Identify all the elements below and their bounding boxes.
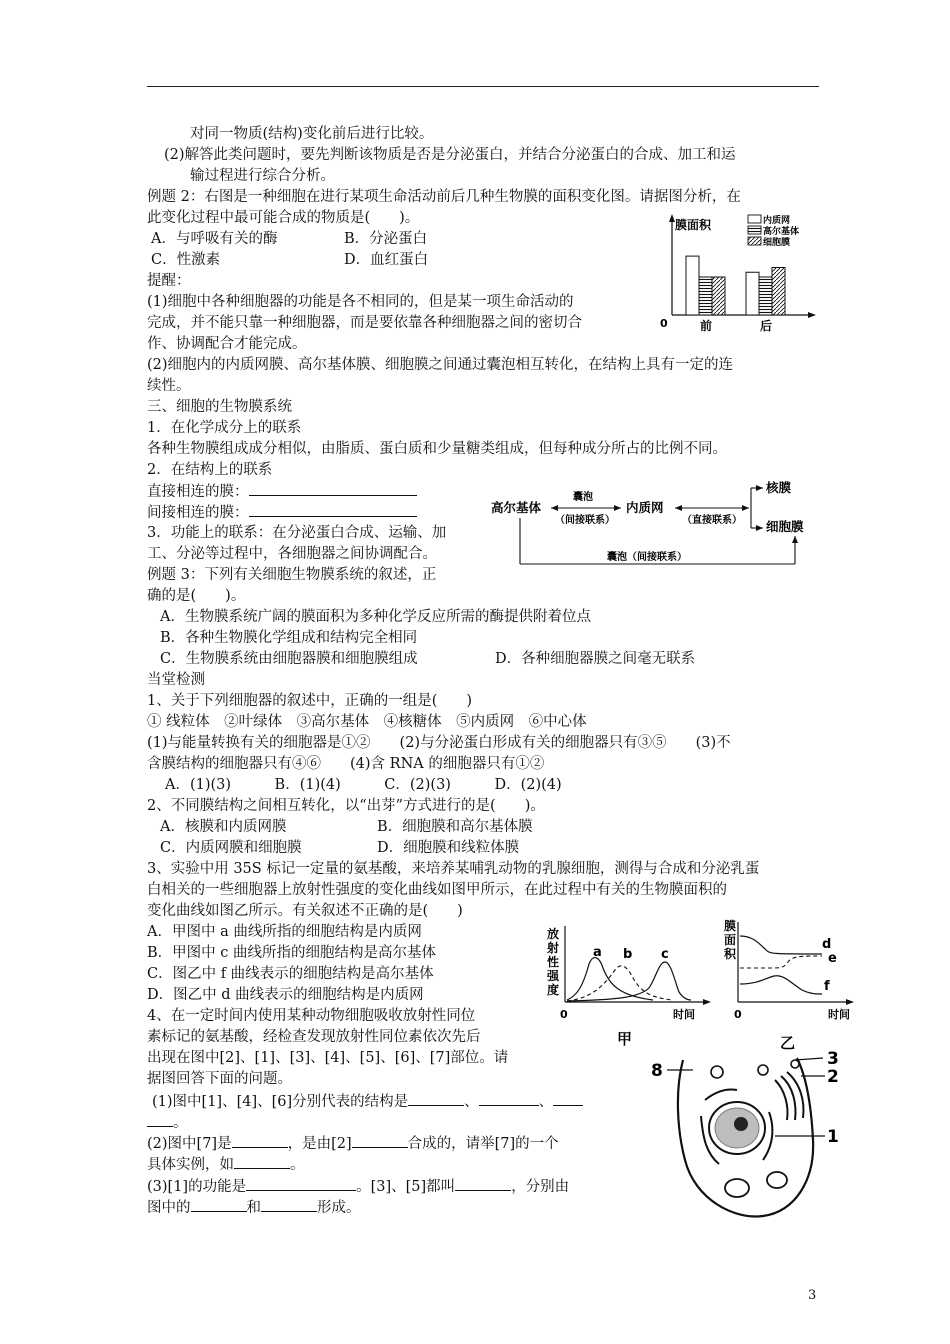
example-3-question: 例题 3：下列有关细胞生物膜系统的叙述，正	[147, 567, 437, 583]
membrane-relation-diagram	[487, 476, 819, 572]
answer-blank[interactable]	[479, 1091, 539, 1106]
question-1: 1、关于下列细胞器的叙述中，正确的一组是( )	[147, 693, 473, 709]
x-arrow	[703, 999, 711, 1005]
bar-0-0	[686, 256, 699, 315]
option-a: A．甲图中 a 曲线所指的细胞结构是内质网	[147, 924, 422, 940]
text-line: 作、协调配合才能完成。	[147, 336, 307, 352]
answer-blank[interactable]	[191, 1197, 247, 1212]
y-label-char: 膜	[724, 919, 737, 933]
radioactivity-graph-jia	[543, 922, 718, 1052]
vesicle	[758, 1065, 768, 1075]
answer-blank[interactable]	[234, 1154, 290, 1169]
legend-label: 细胞膜	[763, 238, 791, 248]
page-number: 3	[808, 1288, 817, 1303]
membrane-area-graph-yi	[722, 914, 862, 1054]
y-label: 膜面积	[675, 218, 712, 232]
label: 图中的	[147, 1200, 191, 1216]
indirect-label: （间接联系）	[555, 515, 615, 526]
er-label: 内质网	[626, 500, 664, 515]
label: ，分别由	[511, 1179, 570, 1195]
golgi-stack	[775, 1080, 788, 1120]
text-line: 各种生物膜组成成分相似，由脂质、蛋白质和少量糖类组成，但每种成分所占的比例不同。	[147, 441, 727, 457]
vesicle	[711, 1066, 723, 1078]
end: 。	[173, 1115, 188, 1131]
text-line: 2．在结构上的联系	[147, 462, 273, 478]
curve-label-c: c	[661, 947, 669, 962]
text-line	[147, 1197, 361, 1218]
answer-blank[interactable]	[147, 1112, 173, 1127]
answer-blank[interactable]	[553, 1091, 583, 1106]
sep: 、	[464, 1094, 479, 1110]
option-a: A．与呼吸有关的酶	[151, 231, 278, 247]
y-label-char: 放	[547, 927, 560, 941]
option-c: C．生物膜系统由细胞器膜和细胞膜组成	[160, 651, 418, 667]
section-heading: 当堂检测	[147, 672, 205, 688]
curve-label-b: b	[623, 947, 633, 962]
cell-membrane-label: 细胞膜	[766, 519, 804, 534]
text-line	[147, 1154, 305, 1175]
label: 合成的，请举[7]的一个	[407, 1136, 559, 1152]
nuclear-membrane-label: 核膜	[766, 480, 792, 495]
question-2: 2、不同膜结构之间相互转化，以“出芽”方式进行的是( )。	[147, 798, 545, 814]
bar-1-1	[759, 277, 772, 315]
legend-label: 内质网	[763, 216, 791, 226]
x-label: 时间	[828, 1008, 850, 1021]
text-line: (1)细胞中各种细胞器的功能是各不相同的，但是某一项生命活动的	[147, 294, 574, 310]
bar-1-2	[772, 268, 785, 316]
vesicle-label: 囊泡	[573, 492, 593, 503]
arrowhead	[756, 485, 763, 491]
secretory-cell-diagram	[645, 1050, 845, 1226]
bar-0-2	[712, 277, 725, 315]
option-d: D．细胞膜和线粒体膜	[377, 840, 520, 856]
legend-label: 高尔基体	[763, 227, 800, 237]
caption-jia: 甲	[617, 1030, 633, 1048]
text-line: (2)细胞内的内质网膜、高尔基体膜、细胞膜之间通过囊泡相互转化，在结构上具有一定的连	[147, 357, 734, 373]
option-b: B．各种生物膜化学组成和结构完全相同	[160, 630, 418, 646]
label: 和	[246, 1200, 261, 1216]
question-3: 3、实验中用 35S 标记一定量的氨基酸，来培养某哺乳动物的乳腺细胞，测得与合成和分泌乳蛋	[147, 861, 760, 877]
option-b: B．甲图中 c 曲线所指的细胞结构是高尔基体	[147, 945, 436, 961]
arrowhead	[675, 505, 682, 511]
curve-label-a: a	[593, 945, 602, 960]
text-line: (2)解答此类问题时，要先判断该物质是否是分泌蛋白，并结合分泌蛋白的合成、加工和运	[164, 147, 736, 163]
x-categories	[700, 318, 772, 333]
section-heading: 三、细胞的生物膜系统	[147, 399, 292, 415]
text-line: 工、分泌等过程中，各细胞器之间协调配合。	[147, 546, 437, 562]
legend	[748, 214, 799, 248]
label-3: 3	[827, 1050, 839, 1069]
x-category-label: 后	[760, 319, 773, 333]
header-rule	[147, 86, 819, 87]
question-4: 4、在一定时间内使用某种动物细胞吸收放射性同位	[147, 1008, 476, 1024]
text-line: 据图回答下面的问题。	[147, 1071, 292, 1087]
options-row: A．(1)(3) B．(1)(4) C．(2)(3) D．(2)(4)	[165, 777, 562, 793]
label: 。[3]、[5]都叫	[356, 1179, 456, 1195]
caption-yi: 乙	[780, 1034, 796, 1052]
label: (2)图中[7]是	[147, 1136, 232, 1152]
label: 间接相连的膜：	[147, 505, 249, 521]
text-line: 1．在化学成分上的联系	[147, 420, 302, 436]
y-label-char: 强	[547, 969, 560, 983]
example-2-question: 例题 2：右图是一种细胞在进行某项生命活动前后几种生物膜的面积变化图。请据图分析，在	[147, 189, 741, 205]
label-2: 2	[827, 1067, 839, 1087]
bar-1-0	[746, 272, 759, 315]
text-line	[147, 1176, 569, 1197]
option-a: A．生物膜系统广阔的膜面积为多种化学反应所需的酶提供附着位点	[160, 609, 591, 625]
curve-label-d: d	[822, 937, 832, 952]
text-line: 输过程进行综合分析。	[190, 168, 335, 184]
label: (1)图中[1]、[4]、[6]分别代表的结构是	[152, 1094, 409, 1110]
vesicle-indirect-label: 囊泡（间接联系）	[607, 552, 687, 563]
answer-blank[interactable]	[249, 481, 417, 496]
option-c: C．图乙中 f 曲线表示的细胞结构是高尔基体	[147, 966, 434, 982]
label: ，是由[2]	[287, 1136, 352, 1152]
y-label-char: 面	[724, 933, 737, 947]
label: 具体实例，如	[147, 1157, 234, 1173]
label-8: 8	[651, 1061, 663, 1081]
curve-label-e: e	[828, 951, 837, 966]
label: 直接相连的膜：	[147, 484, 249, 500]
text-line	[147, 502, 417, 523]
x-category-label: 前	[700, 319, 713, 333]
x-arrow	[808, 312, 816, 318]
answer-blank[interactable]	[261, 1197, 317, 1212]
label: 形成。	[317, 1200, 361, 1216]
text-line: 此变化过程中最可能合成的物质是( )。	[147, 210, 420, 226]
option-d: D．图乙中 d 曲线表示的细胞结构是内质网	[147, 987, 424, 1003]
direct-label: （直接联系）	[682, 515, 742, 526]
mitochondrion	[767, 1172, 787, 1188]
option-c: C．性激素	[151, 252, 221, 268]
origin-label: 0	[734, 1008, 742, 1021]
text-line	[152, 1091, 583, 1112]
text-line: 含膜结构的细胞器只有④⑥ (4)含 RNA 的细胞器只有①②	[147, 756, 545, 772]
arrowhead	[792, 536, 798, 543]
arrowhead	[551, 505, 558, 511]
option-c: C．内质网膜和细胞膜	[160, 840, 302, 856]
text-line: 素标记的氨基酸，经检查发现放射性同位素依次先后	[147, 1029, 481, 1045]
arrowhead	[614, 505, 621, 511]
option-d: D．血红蛋白	[344, 252, 429, 268]
text-line: 对同一物质(结构)变化前后进行比较。	[190, 126, 434, 142]
answer-blank[interactable]	[249, 502, 417, 517]
bar-0-1	[699, 277, 712, 315]
end: 。	[290, 1157, 305, 1173]
bars	[686, 256, 785, 315]
option-d: D．各种细胞器膜之间毫无联系	[495, 651, 696, 667]
text-line: ① 线粒体 ②叶绿体 ③高尔基体 ④核糖体 ⑤内质网 ⑥中心体	[147, 714, 587, 730]
text-line: 续性。	[147, 378, 191, 394]
mitochondrion	[725, 1179, 749, 1197]
curve-e	[740, 956, 822, 968]
answer-blank[interactable]	[408, 1091, 464, 1106]
legend-swatch	[748, 226, 761, 234]
curve-f	[740, 976, 822, 994]
label-1: 1	[827, 1127, 839, 1147]
origin-label: 0	[660, 317, 668, 330]
x-arrow	[846, 999, 854, 1005]
option-b: B．细胞膜和高尔基体膜	[377, 819, 533, 835]
y-label-char: 度	[547, 983, 560, 997]
er-fold	[705, 1089, 737, 1100]
text-line	[147, 481, 417, 502]
y-label-char: 射	[547, 941, 560, 955]
arrowhead	[756, 525, 763, 531]
text-line	[147, 1112, 188, 1133]
y-label-char: 积	[724, 947, 737, 961]
curve-label-f: f	[824, 979, 830, 994]
legend-swatch	[748, 215, 761, 223]
golgi-label: 高尔基体	[491, 500, 542, 515]
text-line: 白相关的一些细胞器上放射性强度的变化曲线如图甲所示，在此过程中有关的生物膜面积的	[147, 882, 727, 898]
text-line	[147, 1133, 559, 1154]
text-line: 出现在图中[2]、[1]、[3]、[4]、[5]、[6]、[7]部位。请	[147, 1050, 509, 1066]
text-line: 完成，并不能只靠一种细胞器，而是要依靠各种细胞器之间的密切合	[147, 315, 582, 331]
answer-blank[interactable]	[455, 1176, 511, 1191]
x-label: 时间	[673, 1008, 695, 1021]
answer-blank[interactable]	[352, 1133, 408, 1148]
text-line: 3．功能上的联系：在分泌蛋白合成、运输、加	[147, 525, 447, 541]
vesicle	[791, 1060, 799, 1068]
option-a: A．核膜和内质网膜	[160, 819, 287, 835]
label: (3)[1]的功能是	[147, 1179, 247, 1195]
curve-d	[740, 936, 822, 954]
text-line: 变化曲线如图乙所示。有关叙述不正确的是( )	[147, 903, 463, 919]
membrane-area-bar-chart	[652, 212, 820, 336]
answer-blank[interactable]	[246, 1176, 356, 1191]
arrowhead	[742, 505, 749, 511]
sep: 、	[538, 1094, 554, 1110]
nucleolus	[734, 1117, 748, 1131]
legend-swatch	[748, 237, 761, 245]
leader-line	[795, 1058, 823, 1060]
option-b: B．分泌蛋白	[344, 231, 428, 247]
text-line: 确的是( )。	[147, 588, 246, 604]
y-label-char: 性	[547, 955, 560, 969]
hint-title: 提醒：	[147, 273, 191, 289]
answer-blank[interactable]	[232, 1133, 288, 1148]
origin-label: 0	[560, 1008, 568, 1021]
text-line: (1)与能量转换有关的细胞器是①② (2)与分泌蛋白形成有关的细胞器只有③⑤ (3)不	[147, 735, 731, 751]
